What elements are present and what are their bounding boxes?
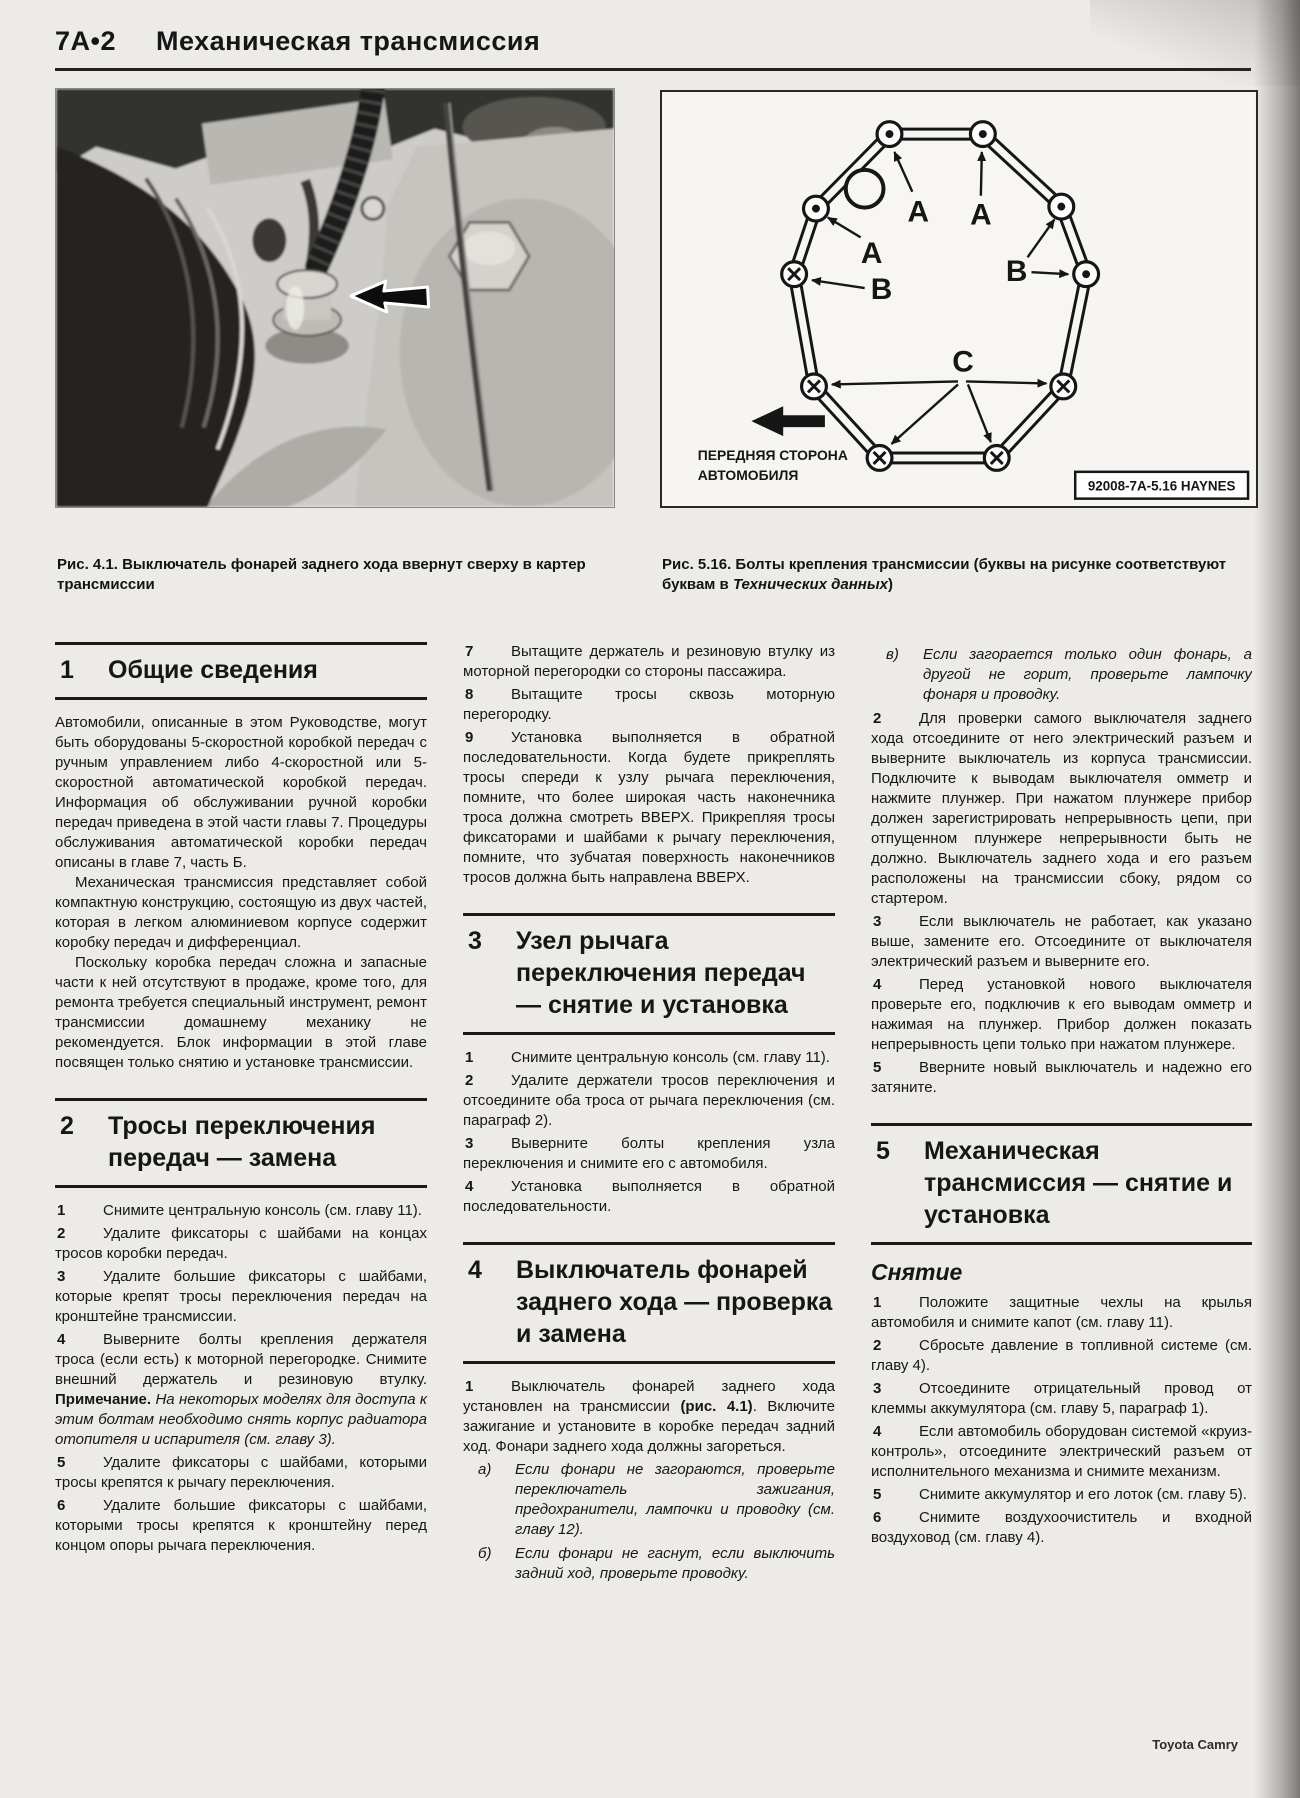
bolt-top-left <box>877 122 902 147</box>
page-footer: Toyota Camry <box>1152 1737 1238 1752</box>
lettered-item: б) Если фонари не гаснут, если выключить задний ход, проверьте проводку. <box>478 1545 835 1582</box>
figure-reference: (рис. 4.1) <box>680 1398 753 1415</box>
page-header <box>55 26 1251 71</box>
bolt-upper-right <box>1049 194 1074 219</box>
front-direction-arrow <box>751 406 825 436</box>
bolt-mid-left <box>782 262 807 287</box>
front-label-line2: АВТОМОБИЛЯ <box>697 466 799 483</box>
bolt-label-b1: B <box>1005 255 1028 289</box>
text-columns <box>55 642 1252 1738</box>
step-item: 3 Удалите большие фиксаторы с шайбами, которые крепят тросы переключения передач на кронштейне трансмиссии. <box>55 1268 427 1325</box>
diagram-caption: Рис. 5.16. Болты крепления трансмиссии (буквы на рисунке соответствуют буквам в Технических данных) <box>662 556 1227 593</box>
section-3-heading: 3 Узел рычага переключения передач — снятие и установка <box>463 913 835 1035</box>
bolt-lower-right <box>1051 374 1076 399</box>
page-title: Механическая трансмиссия <box>155 26 541 56</box>
lettered-item: в) Если загорается только один фонарь, а другой не горит, проверьте лампочку фонаря и проводку. <box>886 646 1252 703</box>
bolt-label-b2: B <box>870 273 893 306</box>
section-1-para: Поскольку коробка передач сложна и запасные части к ней отсутствуют в продаже, кроме того, для ремонта требуется специальный инструмент, ремонт трансмиссии домашнему механику не рекомендуется. Блок информации в этой главе посвящен только снятию и установке трансмиссии. <box>55 954 427 1071</box>
section-1-para: Автомобили, описанные в этом Руководстве, могут быть оборудованы 5-скоростной коробкой передач с ручным управлением либо 4-скоростной или 5-скоростной автоматической коробкой передач. Информация об обслуживании ручной коробки передач приведена в этой части главы 7. Процедуры обслуживания автоматической коробки передач описаны в главе 7, часть Б. <box>55 714 427 871</box>
step-item: 3 Отсоедините отрицательный провод от клеммы аккумулятора (см. главу 5, параграф 1). <box>871 1380 1252 1417</box>
step-item: 3 Если выключатель не работает, как указано выше, замените его. Отсоедините от выключателя электрический разъем и выверните его. <box>871 913 1252 970</box>
step-item: 2 Удалите держатели тросов переключения и отсоедините оба троса от рычага переключения (см. параграф 2). <box>463 1072 835 1129</box>
step-item: 1 Снимите центральную консоль (см. главу 11). <box>57 1202 422 1219</box>
step-item: 4 Перед установкой нового выключателя проверьте его, подключив к его выводам омметр и нажимая на плунжер. Прибор должен показать непрерывность цепи только при нажатом плунжере. <box>871 976 1252 1053</box>
step-item: 1 Положите защитные чехлы на крылья автомобиля и снимите капот (см. главу 11). <box>871 1294 1252 1331</box>
bolt-label-a1: A <box>907 195 930 229</box>
step-item: 5 Снимите аккумулятор и его лоток (см. главу 5). <box>873 1486 1247 1503</box>
step-item: 1 Выключатель фонарей заднего хода установлен на трансмиссии (рис. 4.1). Включите зажигание и установите в коробке передач задний ход. Фонари заднего хода должны загореться. <box>463 1378 836 1455</box>
bolt-label-c: C <box>952 345 974 379</box>
step-item: 6 Удалите большие фиксаторы с шайбами, которыми тросы крепятся к кронштейну перед концом опоры рычага переключения. <box>55 1497 427 1554</box>
column-2 <box>463 642 835 1738</box>
lettered-item: а) Если фонари не загораются, проверьте переключатель зажигания, предохранители, лампочки и проводку (см. главу 12). <box>478 1461 835 1538</box>
column-1 <box>55 642 427 1738</box>
step-item: 4 Выверните болты крепления держателя троса (если есть) к моторной перегородке. Снимите внешний держатель и резиновую втулку. Примечание. На некоторых моделях для доступа к этим болтам необходимо снять корпус радиатора отопителя и испарителя (см. главу 3). <box>55 1331 427 1448</box>
note-label: Примечание. <box>55 1391 152 1408</box>
page-number: 7A•2 <box>55 26 116 56</box>
step-item: 2 Для проверки самого выключателя заднего хода отсоедините от него электрический разъем и выверните выключатель из корпуса трансмиссии. Подключите к выводам выключателя омметр и нажмите плунжер. При нажатом плунжере прибор должен зарегистрировать непрерывность цепи, при отпущенном плунжере непрерывности быть не должно. Выключатель заднего хода и его разъем расположены на трансмиссии сбоку, рядом со стартером. <box>871 710 1252 907</box>
ref-code: 92008-7A-5.16 HAYNES <box>1087 478 1236 494</box>
step-item: 3 Выверните болты крепления узла переключения и снимите его с автомобиля. <box>463 1135 835 1172</box>
note-text: На некоторых моделях для доступа к этим болтам необходимо снять корпус радиатора отопителя и испарителя (см. главу 3). <box>55 1391 427 1448</box>
step-item: 5 Вверните новый выключатель и надежно его затяните. <box>871 1059 1252 1096</box>
bolt-top-right <box>970 122 995 147</box>
figure-diagram-transmission-bolts <box>660 90 1258 508</box>
step-item: 7 Вытащите держатель и резиновую втулку из моторной перегородки со стороны пассажира. <box>463 643 835 680</box>
bolt-label-a3: A <box>860 237 883 271</box>
section-5-heading: 5 Механическая трансмиссия — снятие и установка <box>871 1123 1252 1245</box>
housing-hole <box>846 170 884 208</box>
front-label-line1: ПЕРЕДНЯЯ СТОРОНА <box>697 446 848 463</box>
step-item: 2 Сбросьте давление в топливной системе (см. главу 4). <box>871 1337 1252 1374</box>
photo-caption: Рис. 4.1. Выключатель фонарей заднего хода ввернут сверху в картер трансмиссии <box>57 556 586 593</box>
figure-photo-reverse-switch <box>55 88 615 508</box>
bolt-bottom-right <box>984 446 1009 471</box>
step-item: 6 Снимите воздухоочиститель и входной воздуховод (см. главу 4). <box>871 1509 1252 1546</box>
transmission-bolt-diagram <box>662 92 1256 506</box>
step-item: 5 Удалите фиксаторы с шайбами, которыми тросы крепятся к рычагу переключения. <box>55 1454 427 1491</box>
bolt-lower-left <box>802 374 827 399</box>
step-item: 2 Удалите фиксаторы с шайбами на концах тросов коробки передач. <box>55 1225 427 1262</box>
bolt-label-a2: A <box>970 198 992 232</box>
scan-edge-shadow <box>1254 0 1300 1798</box>
step-item: 4 Если автомобиль оборудован системой «круиз-контроль», отсоедините электрический разъем от исполнительного механизма и снимите механизм. <box>871 1423 1252 1480</box>
step-item: 8 Вытащите тросы сквозь моторную перегородку. <box>463 686 835 723</box>
subsection-removal: Снятие <box>871 1259 963 1285</box>
section-4-heading: 4 Выключатель фонарей заднего хода — проверка и замена <box>463 1242 835 1364</box>
step-item: 9 Установка выполняется в обратной последовательности. Когда будете прикреплять тросы спереди к узлу рычага переключения, помните, что более широкая часть наконечника троса должна смотреть ВВЕРХ. Прикрепляя тросы фиксаторами и шайбами к рычагу переключения, помните, что зубчатая поверхность наконечников тросов должна быть направлена ВВЕРХ. <box>463 729 835 886</box>
bolt-upper-left <box>804 196 829 221</box>
section-1-para: Механическая трансмиссия представляет собой компактную конструкцию, состоящую из двух частей, которая в легком алюминиевом корпусе содержит коробку передач и дифференциал. <box>55 874 427 951</box>
reverse-switch-photo <box>56 89 614 507</box>
bolt-mid-right <box>1074 262 1099 287</box>
section-1-heading: 1 Общие сведения <box>55 642 427 700</box>
step-item: 4 Установка выполняется в обратной последовательности. <box>463 1178 835 1215</box>
section-2-heading: 2 Тросы переключения передач — замена <box>55 1098 427 1188</box>
step-item: 1 Снимите центральную консоль (см. главу 11). <box>465 1049 830 1066</box>
bolt-bottom-left <box>867 446 892 471</box>
column-3 <box>871 642 1252 1738</box>
